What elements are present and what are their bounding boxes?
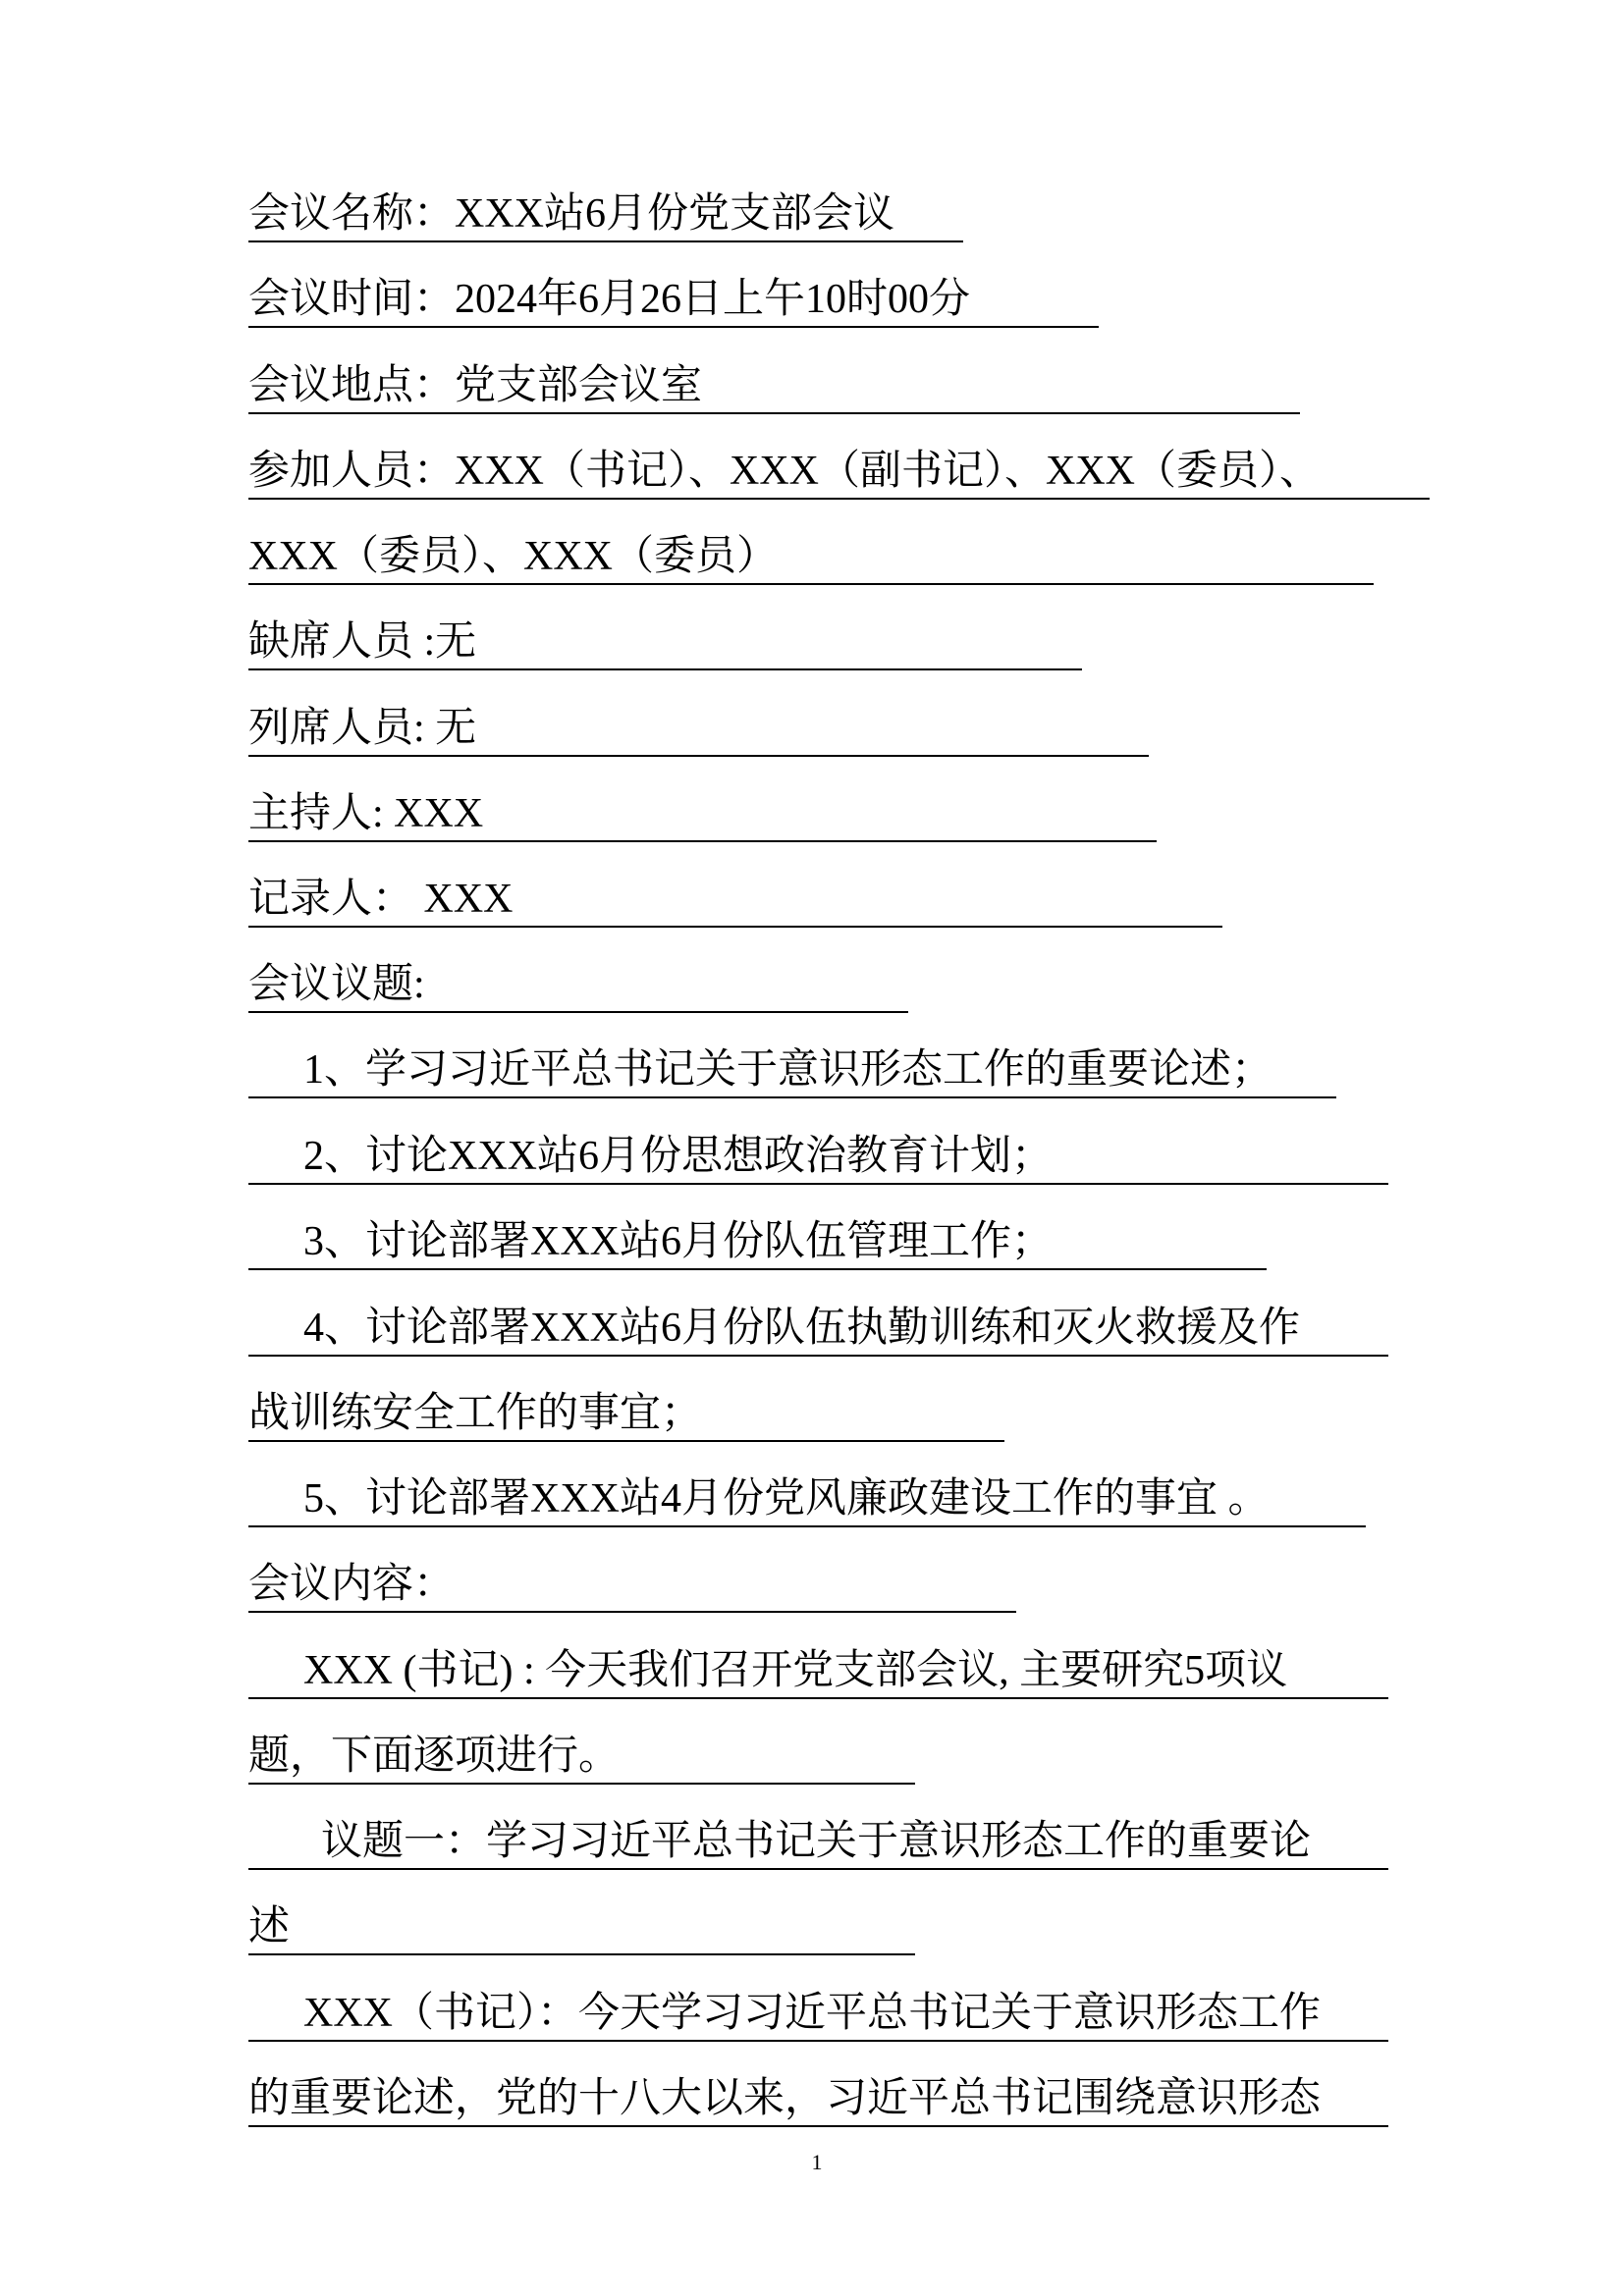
topics-heading: 会议议题:: [248, 962, 425, 1007]
content-text: 题，下面逐项进行。: [248, 1734, 621, 1779]
topic-item-4: [248, 1300, 1388, 1357]
topic-text: 3、讨论部署XXX站6月份队伍管理工作；: [303, 1219, 1053, 1264]
topic-item-2: [248, 1128, 1388, 1185]
topic-text: 战训练安全工作的事宜；: [248, 1391, 703, 1436]
topic-item-4-cont: [248, 1385, 1004, 1442]
topic-text: 2、讨论XXX站6月份思想政治教育计划；: [303, 1134, 1053, 1179]
attendees-text: XXX（委员）、XXX（委员）: [248, 534, 778, 579]
content-paragraph-line: [248, 1985, 1388, 2042]
absent-members: 缺席人员 :无: [248, 619, 477, 665]
content-heading-line: [248, 1556, 1016, 1613]
host: 主持人: XXX: [248, 791, 484, 836]
content-text: XXX (书记) : 今天我们召开党支部会议, 主要研究5项议: [303, 1648, 1288, 1693]
page-number: 1: [811, 2150, 823, 2174]
meeting-time-line: [248, 271, 1099, 328]
topic-item-5: [248, 1470, 1366, 1527]
meeting-location: 会议地点：党支部会议室: [248, 363, 703, 408]
content-heading: 会议内容：: [248, 1562, 456, 1607]
agenda-one-heading-cont: [248, 1898, 915, 1955]
topic-text: 1、学习习近平总书记关于意识形态工作的重要论述；: [303, 1047, 1273, 1093]
recorder: 记录人： XXX: [248, 877, 514, 922]
content-text: XXX（书记）：今天学习习近平总书记关于意识形态工作: [303, 1991, 1321, 2036]
observers-line: [248, 700, 1149, 757]
content-paragraph-line: [248, 1642, 1388, 1699]
meeting-location-line: [248, 357, 1300, 414]
topic-item-1: [248, 1041, 1336, 1098]
content-paragraph-line: [248, 2070, 1388, 2127]
agenda-one-heading: [248, 1813, 1388, 1870]
meeting-time: 会议时间：2024年6月26日上午10时00分: [248, 277, 971, 322]
host-line: [248, 785, 1157, 842]
meeting-name-line: [248, 186, 963, 242]
topics-heading-line: [248, 956, 908, 1013]
meeting-name: 会议名称：XXX站6月份党支部会议: [248, 191, 894, 237]
content-text: 述: [248, 1904, 291, 1949]
attendees-text: 参加人员：XXX（书记）、XXX（副书记）、XXX（委员）、: [248, 449, 1321, 494]
attendees-line-2: [248, 528, 1374, 585]
topic-text: 5、讨论部署XXX站4月份党风廉政建设工作的事宜 。: [303, 1476, 1270, 1522]
absent-line: [248, 614, 1082, 670]
content-text: 的重要论述，党的十八大以来，习近平总书记围绕意识形态: [248, 2076, 1322, 2121]
content-text: 议题一：学习习近平总书记关于意识形态工作的重要论: [321, 1819, 1312, 1864]
topic-text: 4、讨论部署XXX站6月份队伍执勤训练和灭火救援及作: [303, 1306, 1300, 1351]
observers: 列席人员: 无: [248, 706, 477, 751]
topic-item-3: [248, 1213, 1267, 1270]
content-paragraph-line: [248, 1728, 915, 1785]
attendees-line-1: [248, 443, 1430, 500]
recorder-line: [248, 871, 1222, 928]
